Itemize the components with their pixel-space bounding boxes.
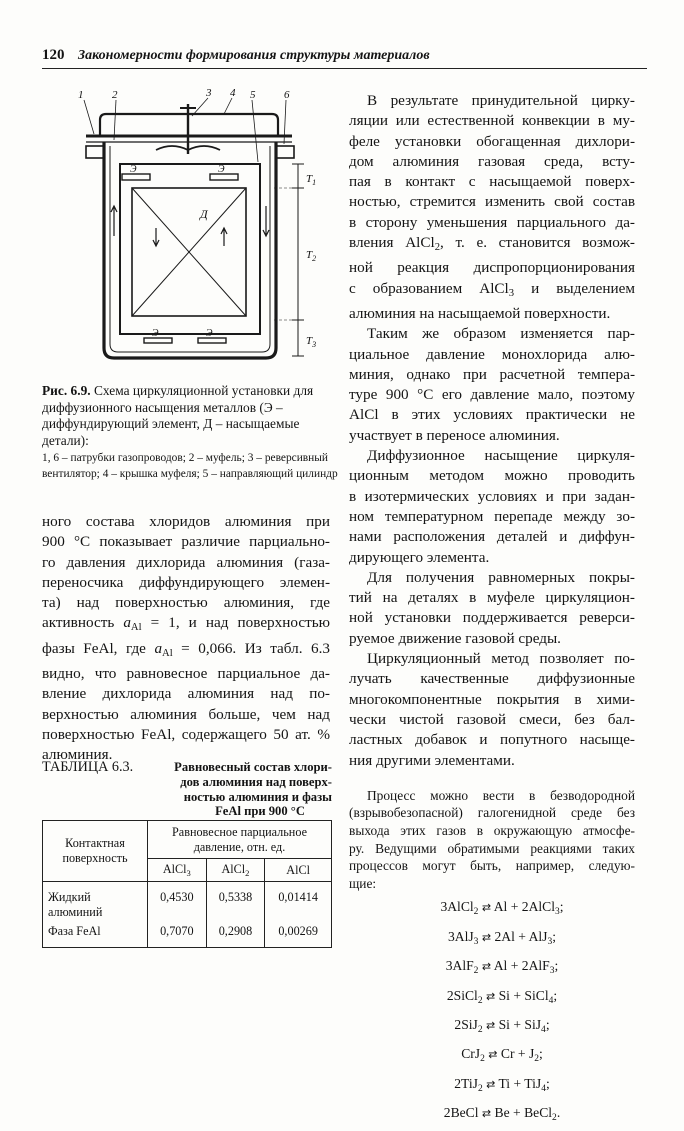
- text-line: поверхностью FeAl, содержащего 50 ат. %: [42, 725, 330, 743]
- text-line: ного состава хлоридов алюминия при: [42, 513, 330, 530]
- text-line: в изотермических условиях и при задан-: [349, 487, 635, 505]
- text-line: нами расположения деталей и диффун-: [349, 528, 635, 546]
- text-line: циальное давление монохлорида алю-: [349, 345, 635, 363]
- text-line: дом алюминия газовая среда, всту-: [349, 152, 635, 170]
- text-line: вления AlCl$_2$, т. е. становится возмож-: [349, 234, 635, 254]
- text-line: пая в контакт с насыщаемой поверх-: [349, 173, 635, 191]
- text-line: ционным методом можно проводить: [349, 467, 635, 485]
- table-row: [43, 882, 332, 923]
- text-line: активность $a_{Al} = 1$, и над поверхностью: [42, 614, 330, 634]
- text-line: 900 °С показывает различие парциально-: [42, 533, 330, 551]
- text-line: алюминия.: [42, 746, 113, 764]
- table-header-pressure: Равновесное парциальное давление, отн. ед.: [148, 821, 332, 859]
- equation: 2TiJ$_2$ ⇄ Ti + TiJ$_4$;: [454, 1075, 550, 1094]
- svg-text:T3: [306, 335, 316, 349]
- text-line: участвует в переносе алюминия.: [349, 426, 560, 444]
- text-line: AlCl в этих условиях практически не: [349, 406, 635, 424]
- text-line: ляции или естественной конвекции в му-: [349, 112, 635, 130]
- table-title-line: FeAl при 900 °С: [215, 804, 305, 819]
- text-line: ру. Ведущими обратимыми реакциями таких: [349, 840, 635, 856]
- text-line: феле установки обогащенная дихлори-: [349, 132, 635, 150]
- text-line: Диффузионное насыщение циркуля-: [367, 447, 635, 465]
- callout-2: 2: [112, 89, 118, 101]
- label-t3-sub: 3: [312, 340, 317, 349]
- text-line: та) над поверхностью алюминия, где: [42, 594, 330, 612]
- svg-text:T2: [306, 249, 316, 263]
- right-paragraph-4: [349, 568, 635, 649]
- table-title-line: Равновесный состав хлори-: [174, 760, 332, 774]
- callout-5: 5: [250, 89, 256, 101]
- text-line: переносчика диффундирующего элемен-: [42, 573, 330, 591]
- figure-circulation-unit: [60, 86, 335, 374]
- equation: 3AlCl$_2$ ⇄ Al + 2AlCl$_3$;: [440, 899, 564, 918]
- small-paragraph: [349, 787, 635, 893]
- text-line: тий на деталях в муфеле циркуляцион-: [349, 589, 635, 607]
- equation: 3AlJ$_3$ ⇄ 2Al + AlJ$_3$;: [447, 928, 556, 947]
- text-line: многокомпонентные покрытия в хими-: [349, 690, 635, 708]
- text-line: туре 900 °С его давление мало, поэтому: [349, 386, 635, 404]
- text-line: ной установки поддерживается реверси-: [349, 609, 635, 627]
- right-paragraph-5: [349, 649, 635, 771]
- text-line: руемое движение газовой среды.: [349, 629, 561, 647]
- figure-legend: 1, 6 – патрубки газопроводов; 2 – муфель; 3 – реверсивный вентилятор; 4 – крышка муфеля; 5 – направляющий цилиндр: [42, 452, 338, 480]
- equation: 2BeCl ⇄ Be + BeCl$_2$.: [443, 1105, 561, 1124]
- table-col-header: AlCl$_2$: [206, 859, 265, 882]
- callout-1: 1: [78, 89, 84, 101]
- table-col-header: AlCl: [265, 859, 332, 882]
- text-line: ния другими элементами.: [349, 751, 515, 769]
- text-line: ном температурном перепаде между зо-: [349, 507, 635, 525]
- table-cell: 0,7070: [148, 922, 207, 948]
- right-paragraph-2: [349, 324, 635, 446]
- text-line: ной реакция диспропорционирования: [349, 259, 635, 277]
- gas-pipe-left: [86, 146, 104, 158]
- figure-caption-text: Схема циркуляционной установки для диффузионного насыщения металлов (Э – диффундирующий элемент, Д – насыщаемые детали):: [42, 383, 314, 448]
- label-t2: T: [306, 249, 313, 261]
- text-line: В результате принудительной цирку-: [367, 92, 635, 109]
- label-element-bottom-right: Э: [206, 328, 213, 339]
- text-line: алюминия на насыщаемой поверхности.: [349, 304, 611, 322]
- label-t3: T: [306, 335, 313, 347]
- left-body-text: [42, 512, 330, 766]
- label-t1: T: [306, 173, 313, 185]
- text-line: щие:: [349, 875, 377, 891]
- text-line: фазы FeAl, где $a_{Al} = 0,066$. Из табл. 6.3: [42, 639, 330, 659]
- table-title-line: дов алюминия над поверх-: [180, 774, 332, 789]
- callout-6: 6: [284, 89, 290, 101]
- table-cell: 0,4530: [148, 882, 207, 923]
- figure-caption: [42, 383, 340, 449]
- right-paragraph-1: [349, 91, 635, 324]
- table-label: ТАБЛИЦА 6.3.: [42, 759, 134, 775]
- figure-caption-number: Рис. 6.9.: [42, 383, 91, 398]
- callout-4: 4: [230, 87, 236, 99]
- gas-pipe-right: [276, 146, 294, 158]
- text-line: ластных добавок и попутного насыще-: [349, 731, 635, 749]
- table-cell: 0,5338: [206, 882, 265, 923]
- equations-block: [349, 895, 635, 1130]
- label-element-top-right: Э: [218, 164, 225, 175]
- right-paragraph-3: [349, 446, 635, 568]
- equation: 2SiCl$_2$ ⇄ Si + SiCl$_4$;: [446, 987, 558, 1006]
- table-header-surface: Контактная поверхность: [43, 821, 148, 882]
- text-line: Таким же образом изменяется пар-: [367, 325, 635, 343]
- table-cell: 0,00269: [265, 922, 332, 948]
- text-line: процессов могут быть, например, следую-: [349, 858, 635, 874]
- text-line: верхностью алюминия больше, чем над: [42, 705, 330, 723]
- equation: 3AlF$_2$ ⇄ Al + 2AlF$_3$;: [445, 958, 559, 977]
- text-line: чески чистой газовой смеси, без бал-: [349, 710, 635, 728]
- text-line: лучать качественные диффузионные: [349, 670, 635, 688]
- text-line: выхода этих газов в окружающую атмосфе-: [349, 822, 635, 838]
- table-cell: 0,01414: [265, 882, 332, 923]
- table-row-name: Жидкий алюминий: [43, 882, 148, 923]
- text-line: го давления дихлорида алюминия (газа-: [42, 553, 330, 571]
- table-row-name: Фаза FeAl: [43, 922, 148, 948]
- equation: CrJ$_2$ ⇄ $Cr + J_2$;: [461, 1046, 543, 1065]
- text-line: (взрывобезопасной) галогенидной среде без: [349, 805, 635, 821]
- text-line: с образованием AlCl$_3$ и выделением: [349, 279, 635, 299]
- figure-caption-block: [42, 383, 340, 482]
- label-element-top-left: Э: [130, 164, 137, 175]
- text-line: ностью, стремится изменить свой состав: [349, 193, 635, 211]
- table-col-header: AlCl$_3$: [148, 859, 207, 882]
- table-row: [43, 922, 332, 948]
- table-caption: [42, 760, 332, 819]
- text-line: вление дихлорида алюминия над по-: [42, 685, 330, 703]
- table-cell: 0,2908: [206, 922, 265, 948]
- label-t2-sub: 2: [312, 254, 317, 263]
- text-line: в сторону уменьшения парциального да-: [349, 213, 635, 231]
- text-line: видно, что равновесное парциальное да-: [42, 665, 330, 683]
- svg-text:T1: [306, 173, 316, 187]
- label-element-bottom-left: Э: [152, 328, 159, 339]
- text-line: Процесс можно вести в безводородной: [367, 787, 635, 803]
- label-t1-sub: 1: [312, 178, 317, 187]
- label-part: Д: [200, 207, 208, 221]
- right-body-text: [349, 91, 635, 1131]
- callout-3: 3: [206, 87, 212, 99]
- running-title: Закономерности формирования структуры материалов: [78, 48, 430, 63]
- text-line: Для получения равномерных покры-: [367, 568, 635, 586]
- equation: 2SiJ$_2$ ⇄ Si + SiJ$_4$;: [454, 1016, 550, 1035]
- left-paragraph: [42, 512, 330, 766]
- text-line: дирующего элемента.: [349, 548, 490, 566]
- text-line: миния, однако при расчетной темпера-: [349, 365, 635, 383]
- page-number: 120: [42, 47, 65, 63]
- text-line: Циркуляционный метод позволяет по-: [367, 650, 635, 668]
- running-header: [42, 44, 647, 69]
- table-title-line: ностью алюминия и фазы: [183, 789, 332, 804]
- table-6-3: [42, 820, 332, 948]
